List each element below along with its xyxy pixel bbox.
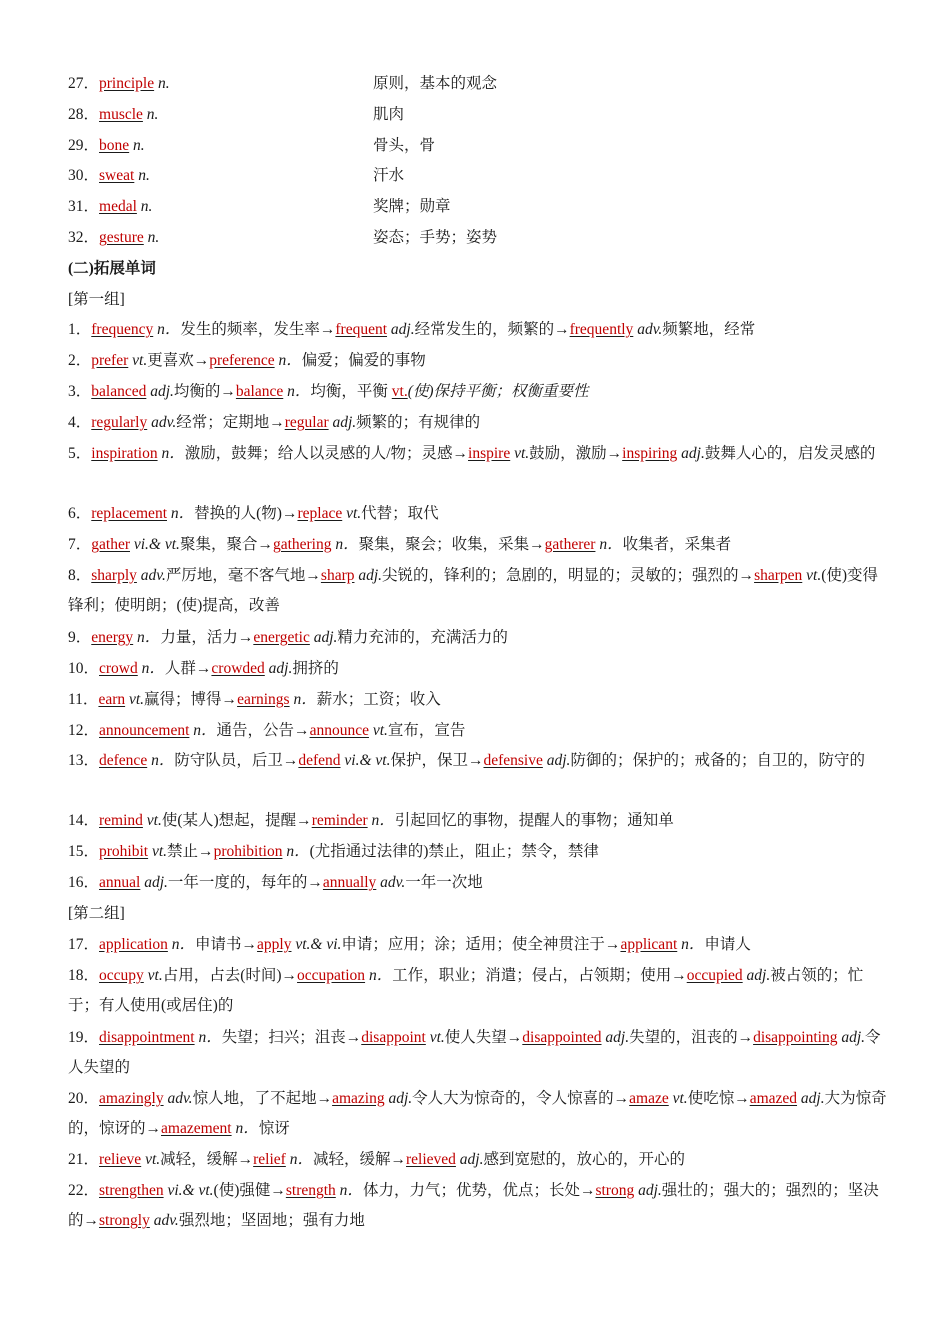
part-of-speech: n．: [283, 383, 311, 400]
answer-word: strengthen: [99, 1182, 164, 1199]
answer-word: amazingly: [99, 1090, 164, 1107]
meaning: 力量，活力→: [160, 629, 254, 646]
meaning: 失望的，沮丧的→: [629, 1029, 754, 1046]
answer-word: amazing: [332, 1090, 385, 1107]
entry-row: [68, 1023, 888, 1083]
part-of-speech: n．: [331, 536, 359, 553]
meaning: 姿态；手势；姿势: [373, 229, 498, 246]
part-of-speech: adj.: [309, 629, 338, 646]
list-item: [68, 105, 888, 125]
meaning: 大为惊奇的，惊讶的→: [68, 1090, 887, 1137]
answer-word: disappointment: [99, 1029, 195, 1046]
answer-word: amaze: [629, 1090, 669, 1107]
group-title: [第二组]: [68, 905, 125, 922]
part-of-speech: n．: [367, 812, 395, 829]
entry-row: [68, 439, 888, 469]
part-of-speech: vi.& vt.: [130, 536, 180, 553]
meaning: 收集者，采集者: [622, 536, 732, 553]
part-of-speech: adv.: [633, 321, 663, 338]
part-of-speech: (使)保持平衡；权衡重要性: [407, 383, 589, 400]
entry-row: [68, 721, 888, 741]
item-number: 19．: [68, 1029, 100, 1046]
part-of-speech: n．: [157, 445, 185, 462]
answer-word: frequency: [91, 321, 154, 338]
item-number: 16．: [68, 874, 100, 891]
part-of-speech: vi.& vt.: [163, 1182, 214, 1199]
answer-word: applicant: [620, 936, 678, 953]
entry-row: [68, 535, 888, 555]
part-of-speech: adj.: [387, 321, 415, 338]
meaning: 肌肉: [373, 106, 405, 123]
meaning: 引起回忆的事物，提醒人的事物；通知单: [394, 812, 674, 829]
part-of-speech: n．: [194, 1029, 222, 1046]
part-of-speech: n．: [137, 660, 165, 677]
answer-word: defend: [298, 752, 341, 769]
entry-row: [68, 961, 888, 1021]
answer-word: replacement: [91, 505, 167, 522]
meaning: 通告，公告→: [216, 722, 310, 739]
answer-word: principle: [99, 75, 155, 92]
part-of-speech: vt.: [668, 1090, 688, 1107]
meaning: 一年一次地: [405, 874, 483, 891]
answer-word: disappointed: [522, 1029, 602, 1046]
answer-word: gathering: [272, 536, 332, 553]
item-number: 15．: [68, 843, 100, 860]
meaning: 申请人: [704, 936, 751, 953]
list-item: [68, 166, 888, 186]
part-of-speech: vt.: [510, 445, 530, 462]
part-of-speech: n.: [147, 229, 160, 246]
meaning: 体力，力气；优势，优点；长处→: [362, 1182, 596, 1199]
part-of-speech: n．: [189, 722, 217, 739]
part-of-speech: n.: [138, 167, 150, 184]
item-number: 11．: [68, 691, 99, 708]
part-of-speech: n．: [133, 629, 161, 646]
item-number: 14．: [68, 812, 100, 829]
part-of-speech: adv.: [147, 414, 177, 431]
part-of-speech: adv.: [149, 1212, 179, 1229]
meaning: 严厉地，毫不客气地→: [165, 567, 321, 584]
part-of-speech: adj.: [797, 1090, 825, 1107]
meaning: 代替；取代: [361, 505, 439, 522]
meaning: 聚集，聚会；收集，采集→: [358, 536, 545, 553]
part-of-speech: adj.: [354, 567, 383, 584]
entry-row: [68, 935, 888, 955]
answer-word: regular: [284, 414, 329, 431]
meaning: 令人失望的: [68, 1029, 881, 1076]
part-of-speech: adj.: [146, 383, 174, 400]
answer-word: strong: [595, 1182, 635, 1199]
answer-word: sharpen: [754, 567, 803, 584]
answer-word: prefer: [91, 352, 129, 369]
answer-word: disappointing: [753, 1029, 838, 1046]
answer-word: sharp: [320, 567, 355, 584]
meaning: 使吃惊→: [687, 1090, 750, 1107]
answer-word: bone: [99, 137, 130, 154]
meaning: 防守队员，后卫→: [174, 752, 299, 769]
answer-word: balanced: [91, 383, 147, 400]
answer-word: muscle: [99, 106, 143, 123]
answer-word: relieved: [406, 1151, 456, 1168]
entry-row: [68, 504, 888, 524]
entry-row: [68, 690, 888, 710]
meaning: 失望；扫兴；沮丧→: [221, 1029, 362, 1046]
meaning: 申请；应用；涂；适用；使全神贯注于→: [341, 936, 621, 953]
part-of-speech: n.: [146, 106, 159, 123]
part-of-speech: adj.: [328, 414, 357, 431]
meaning: 更喜欢→: [147, 352, 210, 369]
meaning: 精力充沛的，充满活力的: [337, 629, 508, 646]
entry-row: [68, 628, 888, 648]
section-title: (二)拓展单词: [68, 260, 156, 277]
part-of-speech: vt.: [143, 967, 163, 984]
meaning: 激励，鼓舞；给人以灵感的人/物；灵感→: [184, 445, 469, 462]
entry-row: [68, 1176, 888, 1236]
entry-row: [68, 1150, 888, 1170]
meaning: 原则，基本的观念: [373, 75, 498, 92]
part-of-speech: adj.: [837, 1029, 866, 1046]
answer-word: amazement: [161, 1120, 232, 1137]
part-of-speech: n.: [140, 198, 153, 215]
answer-word: energetic: [253, 629, 310, 646]
meaning: (使)强健→: [213, 1182, 286, 1199]
meaning: 被占领的；忙于；有人使用(或居住)的: [68, 967, 864, 1014]
item-number: 13．: [68, 752, 100, 769]
item-number: 32．: [68, 229, 100, 246]
part-of-speech: vt.: [142, 812, 162, 829]
part-of-speech: adj.: [455, 1151, 484, 1168]
answer-word: defence: [99, 752, 148, 769]
part-of-speech: n．: [285, 1151, 313, 1168]
entry-row: [68, 413, 888, 433]
meaning: 替换的人(物)→: [194, 505, 298, 522]
meaning: 减轻，缓解→: [312, 1151, 406, 1168]
answer-word: frequently: [569, 321, 634, 338]
answer-word: gather: [91, 536, 130, 553]
meaning: 均衡，平衡: [310, 383, 392, 400]
meaning: 一年一度的，每年的→: [167, 874, 323, 891]
part-of-speech: n．: [274, 352, 302, 369]
part-of-speech: vt.: [125, 691, 145, 708]
item-number: 2．: [68, 352, 92, 369]
entry-row: [68, 659, 888, 679]
part-of-speech: n．: [677, 936, 705, 953]
item-number: 12．: [68, 722, 100, 739]
entry-row: [68, 746, 888, 776]
item-number: 6．: [68, 505, 92, 522]
list-item: [68, 228, 888, 248]
item-number: 31．: [68, 198, 100, 215]
meaning: 宣布，宣告: [387, 722, 466, 739]
entry-row: [68, 873, 888, 893]
part-of-speech: n.: [157, 75, 170, 92]
part-of-speech: adv.: [136, 567, 166, 584]
meaning: 申请书→: [195, 936, 258, 953]
entry-row: [68, 561, 888, 621]
answer-word: announce: [309, 722, 369, 739]
part-of-speech: adj.: [542, 752, 571, 769]
group-title: [第一组]: [68, 291, 125, 308]
part-of-speech: vt.: [128, 352, 148, 369]
list-item: [68, 197, 888, 217]
part-of-speech: n．: [365, 967, 393, 984]
answer-word: reminder: [311, 812, 368, 829]
answer-word: remind: [99, 812, 143, 829]
meaning: 汗水: [373, 167, 405, 184]
meaning: 鼓励，激励→: [529, 445, 623, 462]
part-of-speech: vt.: [802, 567, 822, 584]
answer-word: annually: [322, 874, 377, 891]
meaning: 经常发生的，频繁的→: [414, 321, 570, 338]
part-of-speech: vi.& vt.: [340, 752, 391, 769]
item-number: 20．: [68, 1090, 100, 1107]
item-number: 18．: [68, 967, 100, 984]
answer-word: inspiring: [622, 445, 678, 462]
part-of-speech: n．: [167, 505, 195, 522]
meaning: 薪水；工资；收入: [316, 691, 441, 708]
meaning: 防御的；保护的；戒备的；自卫的，防守的: [570, 752, 865, 769]
part-of-speech: adj.: [601, 1029, 630, 1046]
meaning: 偏爱；偏爱的事物: [301, 352, 426, 369]
item-number: 5．: [68, 445, 92, 462]
meaning: 聚集，聚合→: [179, 536, 273, 553]
meaning: 鼓舞人心的，启发灵感的: [704, 445, 876, 462]
meaning: 经常；定期地→: [176, 414, 285, 431]
meaning: 保护，保卫→: [390, 752, 484, 769]
list-item: [68, 74, 888, 94]
meaning: 令人大为惊奇的，令人惊喜的→: [412, 1090, 630, 1107]
part-of-speech: n．: [282, 843, 310, 860]
answer-word: earnings: [237, 691, 290, 708]
item-number: 30．: [68, 167, 100, 184]
answer-word: amazed: [749, 1090, 798, 1107]
answer-word: inspire: [468, 445, 511, 462]
part-of-speech: n．: [335, 1182, 363, 1199]
part-of-speech: vt.: [425, 1029, 445, 1046]
meaning: 使人失望→: [444, 1029, 523, 1046]
answer-word: energy: [91, 629, 134, 646]
answer-word: frequent: [335, 321, 388, 338]
item-number: 22．: [68, 1182, 100, 1199]
meaning: 工作，职业；消遣；侵占，占领期；使用→: [392, 967, 687, 984]
item-number: 29．: [68, 137, 100, 154]
answer-word: occupied: [686, 967, 743, 984]
part-of-speech: n．: [595, 536, 623, 553]
part-of-speech: adv.: [376, 874, 406, 891]
answer-word: relieve: [99, 1151, 142, 1168]
answer-word: occupy: [99, 967, 144, 984]
item-number: 27．: [68, 75, 100, 92]
answer-word: medal: [99, 198, 137, 215]
meaning: 尖锐的，锋利的；急剧的，明显的；灵敏的；强烈的→: [382, 567, 755, 584]
item-number: 28．: [68, 106, 100, 123]
answer-word: earn: [98, 691, 126, 708]
part-of-speech: adj.: [634, 1182, 662, 1199]
answer-word: sweat: [99, 167, 135, 184]
entry-row: [68, 842, 888, 862]
meaning: 频繁地，经常: [662, 321, 756, 338]
meaning: 拥挤的: [292, 660, 339, 677]
answer-word: sharply: [91, 567, 137, 584]
answer-word: replace: [297, 505, 343, 522]
part-of-speech: n．: [167, 936, 196, 953]
part-of-speech: n．: [231, 1120, 259, 1137]
item-number: 21．: [68, 1151, 100, 1168]
answer-word: crowded: [211, 660, 265, 677]
answer-word: balance: [235, 383, 284, 400]
part-of-speech: n．: [289, 691, 317, 708]
answer-word: vt.: [391, 383, 408, 400]
part-of-speech: vt.: [148, 843, 168, 860]
meaning: 发生的频率，发生率→: [180, 321, 336, 338]
answer-word: defensive: [483, 752, 543, 769]
part-of-speech: n．: [147, 752, 175, 769]
meaning: 强壮的；强大的；强烈的；坚决的→: [68, 1182, 879, 1229]
part-of-speech: vt.: [141, 1151, 161, 1168]
answer-word: relief: [253, 1151, 286, 1168]
entry-row: [68, 1084, 888, 1144]
part-of-speech: vt.: [368, 722, 388, 739]
answer-word: apply: [257, 936, 292, 953]
meaning: 均衡的→: [173, 383, 236, 400]
answer-word: inspiration: [91, 445, 158, 462]
meaning: (尤指通过法律的)禁止，阻止；禁令，禁律: [309, 843, 599, 860]
meaning: 禁止→: [167, 843, 214, 860]
item-number: 17．: [68, 936, 100, 953]
part-of-speech: n.: [133, 137, 145, 154]
entry-row: [68, 811, 888, 831]
answer-word: strength: [285, 1182, 336, 1199]
part-of-speech: vt.: [342, 505, 362, 522]
part-of-speech: adj.: [264, 660, 293, 677]
answer-word: occupation: [297, 967, 366, 984]
part-of-speech: adv.: [163, 1090, 193, 1107]
answer-word: strongly: [99, 1212, 150, 1229]
item-number: 4．: [68, 414, 92, 431]
part-of-speech: adj.: [677, 445, 705, 462]
item-number: 8．: [68, 567, 92, 584]
item-number: 10．: [68, 660, 100, 677]
answer-word: gatherer: [544, 536, 596, 553]
meaning: 惊讶: [258, 1120, 290, 1137]
answer-word: gesture: [99, 229, 144, 246]
meaning: 使(某人)想起，提醒→: [161, 812, 312, 829]
answer-word: regularly: [91, 414, 148, 431]
answer-word: disappoint: [361, 1029, 426, 1046]
item-number: 9．: [68, 629, 92, 646]
answer-word: prohibit: [99, 843, 149, 860]
item-number: 7．: [68, 536, 92, 553]
meaning: 强烈地；坚固地；强有力地: [178, 1212, 365, 1229]
answer-word: prohibition: [213, 843, 283, 860]
meaning: 减轻，缓解→: [160, 1151, 254, 1168]
answer-word: preference: [209, 352, 275, 369]
meaning: 人群→: [164, 660, 212, 677]
part-of-speech: adj.: [742, 967, 771, 984]
meaning: (使)变得锋利；使明朗；(使)提高，改善: [68, 567, 879, 614]
meaning: 奖牌；勋章: [373, 198, 451, 215]
answer-word: application: [99, 936, 168, 953]
answer-word: crowd: [99, 660, 138, 677]
meaning: 惊人地，了不起地→: [192, 1090, 333, 1107]
meaning: 占用，占去(时间)→: [162, 967, 298, 984]
answer-word: announcement: [99, 722, 190, 739]
part-of-speech: n．: [153, 321, 181, 338]
meaning: 感到宽慰的，放心的，开心的: [483, 1151, 685, 1168]
part-of-speech: vt.& vi.: [291, 936, 342, 953]
meaning: 频繁的；有规律的: [356, 414, 481, 431]
entry-row: [68, 351, 888, 371]
list-item: [68, 136, 888, 156]
item-number: 1．: [68, 321, 92, 338]
entry-row: [68, 382, 888, 402]
answer-word: annual: [99, 874, 141, 891]
item-number: 3．: [68, 383, 92, 400]
meaning: 骨头，骨: [373, 137, 436, 154]
part-of-speech: adj.: [384, 1090, 413, 1107]
entry-row: [68, 320, 888, 340]
meaning: 赢得；博得→: [144, 691, 238, 708]
part-of-speech: adj.: [140, 874, 168, 891]
